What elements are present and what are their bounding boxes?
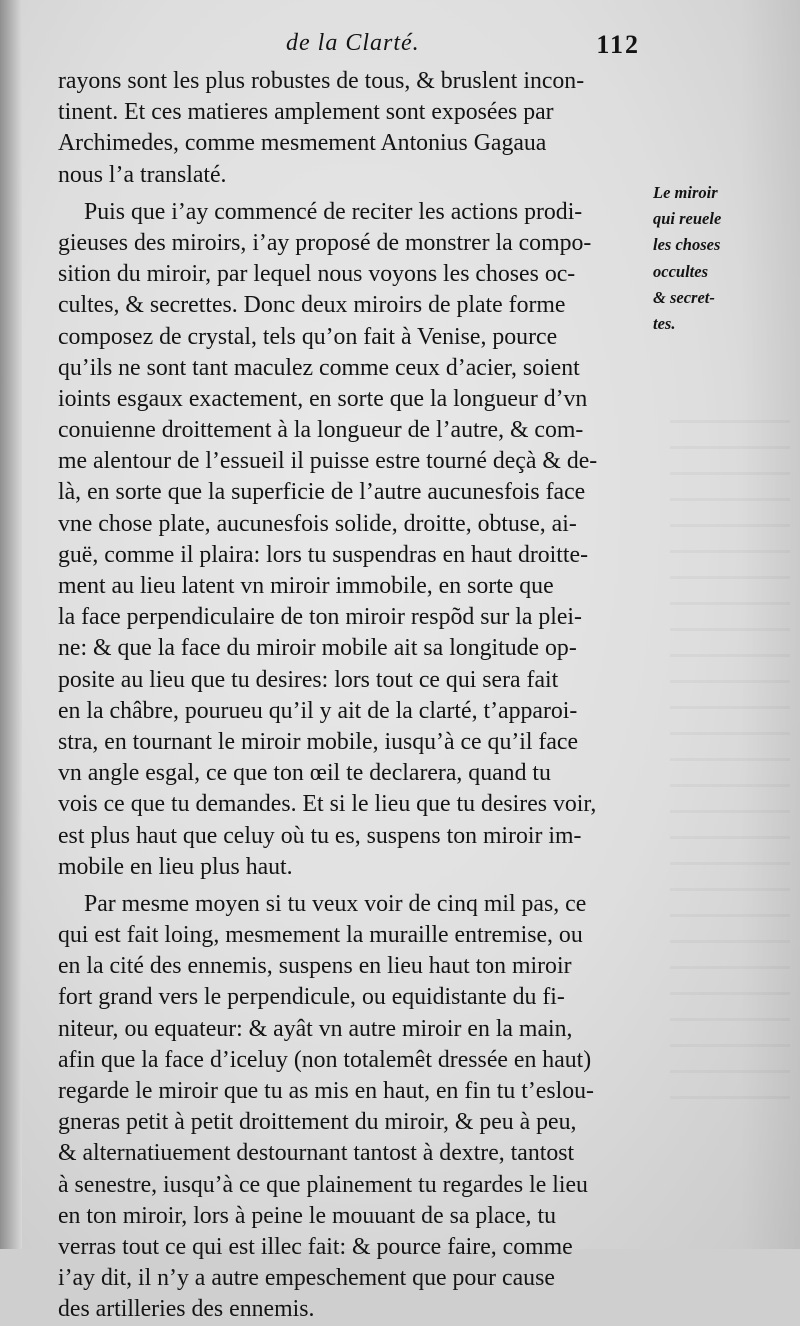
text-line: Archimedes, comme mesmement Antonius Gagaua bbox=[58, 130, 547, 157]
text-line: Puis que i’ay commencé de reciter les actions prodi- bbox=[84, 198, 583, 225]
text-line: là, en sorte que la superficie de l’autre aucunesfois face bbox=[58, 479, 586, 506]
marginal-note bbox=[653, 180, 793, 337]
text-line: fort grand vers le perpendicule, ou equidistante du fi- bbox=[58, 984, 565, 1011]
text-line: Par mesme moyen si tu veux voir de cinq mil pas, ce bbox=[84, 890, 587, 917]
ink-show-through bbox=[670, 420, 790, 1120]
text-line: rayons sont les plus robustes de tous, & bruslent incon- bbox=[58, 68, 585, 94]
text-line: en ton miroir, lors à peine le mouuant de sa place, tu bbox=[58, 1202, 556, 1229]
text-line: posite au lieu que tu desires: lors tout ce qui sera fait bbox=[58, 666, 559, 693]
text-line: vn angle esgal, ce que ton œil te declarera, quand tu bbox=[58, 760, 551, 787]
binding-gutter bbox=[0, 0, 22, 1249]
marginal-note-line: Le miroir bbox=[653, 183, 718, 202]
text-line: gieuses des miroirs, i’ay proposé de monstrer la compo- bbox=[58, 229, 592, 256]
text-line: à senestre, iusqu’à ce que plainement tu regardes le lieu bbox=[58, 1171, 588, 1198]
text-line: qu’ils ne sont tant maculez comme ceux d’acier, soient bbox=[58, 354, 580, 381]
text-line: en la cité des ennemis, suspens en lieu haut ton miroir bbox=[58, 953, 572, 980]
text-line: afin que la face d’iceluy (non totalemêt dressée en haut) bbox=[58, 1046, 592, 1073]
text-line: la face perpendiculaire de ton miroir respõd sur la plei- bbox=[58, 604, 582, 631]
text-line: vne chose plate, aucunesfois solide, droitte, obtuse, ai- bbox=[58, 510, 577, 537]
text-line: est plus haut que celuy où tu es, suspens ton miroir im- bbox=[58, 822, 582, 849]
marginal-note-line: occultes bbox=[653, 261, 708, 281]
text-line: conuienne droittement à la longueur de l’autre, & com- bbox=[58, 417, 584, 444]
text-line: ment au lieu latent vn miroir immobile, en sorte que bbox=[58, 573, 554, 599]
text-line: me alentour de l’essueil il puisse estre tourné deçà & de- bbox=[58, 448, 598, 475]
text-line: composez de crystal, tels qu’on fait à Venise, pource bbox=[58, 323, 558, 350]
text-line: des artilleries des ennemis. bbox=[58, 1296, 315, 1323]
text-line: verras tout ce qui est illec fait: & pource faire, comme bbox=[58, 1233, 573, 1260]
text-line: vois ce que tu demandes. Et si le lieu que tu desires voir, bbox=[58, 791, 597, 818]
marginal-note-line: les choses bbox=[653, 235, 721, 255]
text-line: qui est fait loing, mesmement la muraille entremise, ou bbox=[58, 922, 583, 949]
text-line: stra, en tournant le miroir mobile, iusqu’à ce qu’il face bbox=[58, 728, 579, 755]
text-line: ioints esgaux exactement, en sorte que la longueur d’vn bbox=[58, 385, 588, 412]
text-line: ne: & que la face du miroir mobile ait sa longitude op- bbox=[58, 635, 577, 662]
text-line: & alternatiuement destournant tantost à dextre, tantost bbox=[58, 1140, 575, 1167]
text-line: sition du miroir, par lequel nous voyons les choses oc- bbox=[58, 261, 576, 288]
text-line: regarde le miroir que tu as mis en haut, en fin tu t’eslou- bbox=[58, 1078, 594, 1104]
text-line: en la châbre, pourueu qu’il y ait de la clarté, t’apparoi- bbox=[58, 697, 578, 724]
text-line: cultes, & secrettes. Donc deux miroirs de plate forme bbox=[58, 292, 566, 319]
page-number: 112 bbox=[596, 30, 640, 59]
marginal-note-line: qui reuele bbox=[653, 209, 722, 229]
text-line: mobile en lieu plus haut. bbox=[58, 853, 293, 880]
marginal-note-line: & secret- bbox=[653, 287, 715, 307]
text-line: i’ay dit, il n’y a autre empeschement que pour cause bbox=[58, 1265, 555, 1292]
main-text bbox=[58, 66, 648, 1326]
text-line: niteur, ou equateur: & ayât vn autre miroir en la main, bbox=[58, 1015, 573, 1042]
text-line: gneras petit à petit droittement du miroir, & peu à peu, bbox=[58, 1109, 577, 1136]
text-line: nous l’a translaté. bbox=[58, 161, 227, 188]
text-line: guë, comme il plaira: lors tu suspendras en haut droitte- bbox=[58, 541, 589, 568]
page-header bbox=[58, 26, 640, 66]
marginal-note-line: tes. bbox=[653, 313, 676, 333]
text-line: tinent. Et ces matieres amplement sont exposées par bbox=[58, 99, 554, 126]
running-title: de la Clarté. bbox=[286, 30, 420, 56]
